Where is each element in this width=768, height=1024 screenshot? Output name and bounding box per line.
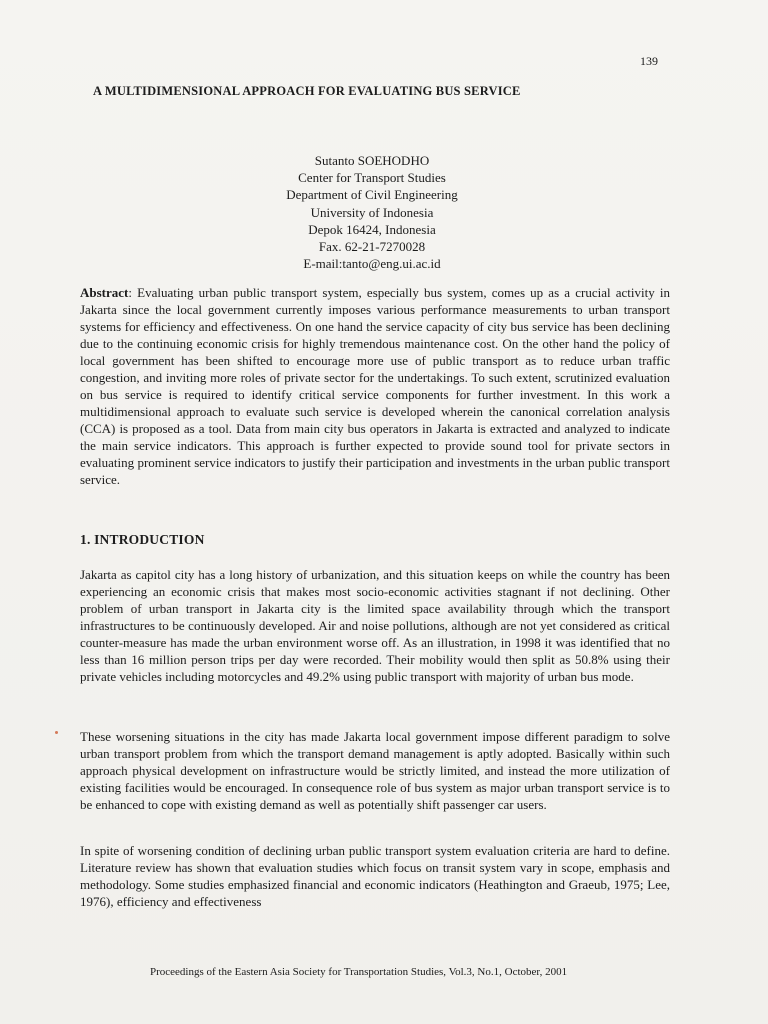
intro-paragraph-3: In spite of worsening condition of declining urban public transport system evaluation criteria are hard to define. Literature review has shown that evaluation studies which focus on transit system vary in scope, emphasis and methodology. Some studies emphasized financial and economic indicators (Heathington and Graeub, 1975; Lee, 1976), efficiency and effectiveness [80, 843, 670, 909]
abstract [80, 284, 670, 488]
affiliation-line: University of Indonesia [310, 204, 434, 220]
author-name: Sutanto SOEHODHO [314, 153, 430, 168]
author-block [240, 152, 504, 272]
abstract-label: Abstract [80, 285, 129, 300]
scan-speck [55, 731, 58, 734]
intro-paragraph-2: These worsening situations in the city has made Jakarta local government impose different paradigm to solve urban transport problem from which the transport demand management is aptly adopted. Basically within such approach physical development on infrastructure would be strictly limited, and instead the more utilization of existing facilities would be encouraged. In consequence role of bus system as major urban transport service is to be enhanced to cope with existing demand as well as potentially shift passenger car users. [80, 729, 670, 812]
affiliation-line: Center for Transport Studies [298, 170, 446, 186]
page-footer: Proceedings of the Eastern Asia Society for Transportation Studies, Vol.3, No.1, October, 2001 [150, 966, 568, 978]
intro-paragraph-1: Jakarta as capitol city has a long history of urbanization, and this situation keeps on while the country has been experiencing an economic crisis that makes most socio-economic activities stagnant if not declining. Other problem of urban transport in Jakarta city is the limited space availability through which the transport infrastructures to be continuously developed. Air and noise pollutions, although are not yet considered as critical counter-measure has made the urban environment worse off. As an illustration, in 1998 it was identified that no less than 16 million person trips per day were recorded. Their mobility would then split as 50.8% using their private vehicles including motorcycles and 49.2% using public transport with majority of urban bus mode. [80, 567, 670, 684]
section-heading-introduction: 1. INTRODUCTION [80, 532, 205, 547]
affiliation-line: Department of Civil Engineering [286, 187, 458, 203]
email-line: E-mail:tanto@eng.ui.ac.id [303, 256, 441, 272]
paper-title: A MULTIDIMENSIONAL APPROACH FOR EVALUATING BUS SERVICE [93, 84, 521, 98]
affiliation-line: Depok 16424, Indonesia [308, 221, 436, 237]
abstract-text: : Evaluating urban public transport system, especially bus system, comes up as a crucial activity in Jakarta since the local government currently imposes various performance measurements to urban transport systems for efficiency and effectiveness. On one hand the service capacity of city bus service has been declining due to the continuing economic crisis for highly tremendous maintenance cost. On the other hand the policy of local government has been shifted to encourage more use of public transport as to reduce urban traffic congestion, and inviting more roles of private sector for the undertakings. To such extent, scrutinized evaluation on bus service is required to identify critical service components for further investment. In this work a multidimensional approach to evaluate such service is developed wherein the canonical correlation analysis (CCA) is proposed as a tool. Data from main city bus operators in Jakarta is extracted and analyzed to indicate the main service indicators. This approach is further expected to provide sound tool for private sectors in evaluating prominent service indicators to justify their participation and investments in the urban public transport service. [80, 285, 670, 487]
fax-line: Fax. 62-21-7270028 [318, 239, 426, 255]
page-number: 139 [640, 54, 658, 68]
